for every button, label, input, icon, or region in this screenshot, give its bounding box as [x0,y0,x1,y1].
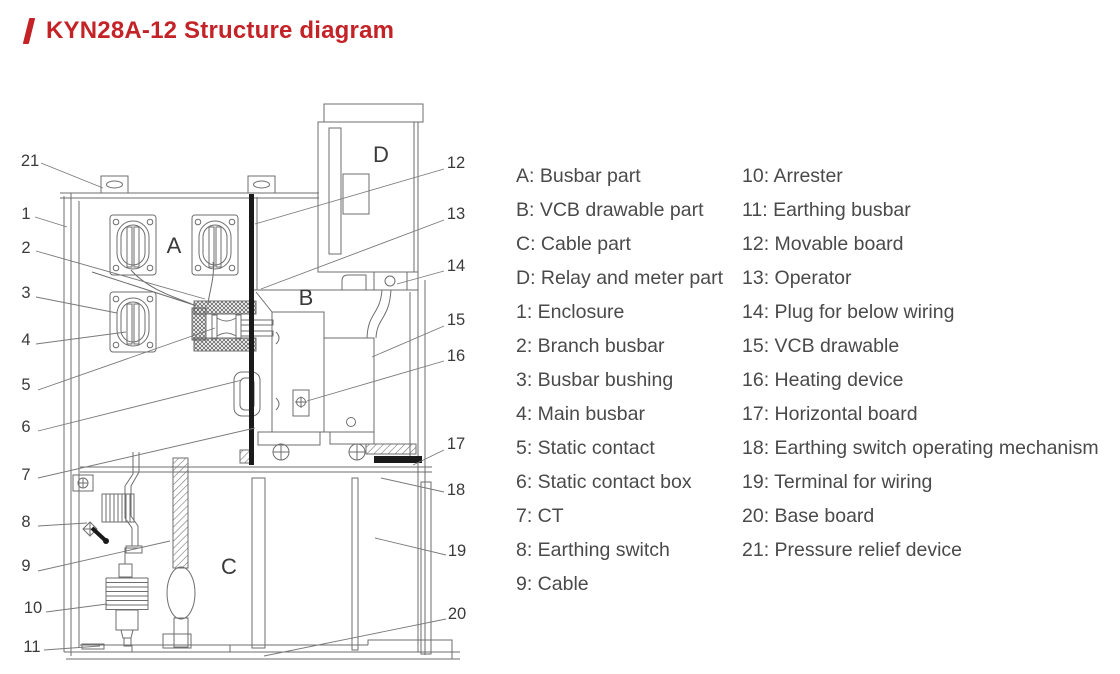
legend-item: 11: Earthing busbar [742,199,911,221]
legend-item: 4: Main busbar [516,403,645,425]
legend-item: 15: VCB drawable [742,335,900,357]
legend-item: 1: Enclosure [516,301,625,323]
callout-16: 16 [446,347,466,365]
callout-6: 6 [21,418,31,436]
legend-item: 20: Base board [742,505,875,527]
callout-13: 13 [446,205,466,223]
callout-4: 4 [21,331,31,349]
callout-9: 9 [21,557,31,575]
legend-column-1 [516,159,723,601]
callout-12: 12 [446,154,466,172]
callout-21: 21 [20,152,40,170]
busbar-compartment [92,197,257,352]
legend-item: 7: CT [516,505,564,527]
legend-item: 14: Plug for below wiring [742,301,955,323]
earthing-switch [83,522,109,544]
enclosure-left-wall [60,193,319,656]
cable [163,458,195,648]
legend-item: 17: Horizontal board [742,403,918,425]
legend-item: 18: Earthing switch operating mechanism [742,437,1099,459]
legend-item: 16: Heating device [742,369,904,391]
callout-8: 8 [21,513,31,531]
compartment-label-d: D [373,142,389,167]
callout-2: 2 [21,239,31,257]
wheels [273,444,365,460]
compartment-label-c: C [221,554,237,579]
callout-1: 1 [21,205,31,223]
legend-item: D: Relay and meter part [516,267,724,289]
callout-7: 7 [21,466,31,484]
legend-item: B: VCB drawable part [516,199,704,221]
relay-meter-box [318,104,423,290]
legend-item: 6: Static contact box [516,471,692,493]
legend-item: A: Busbar part [516,165,641,187]
callout-11: 11 [23,638,41,656]
compartment-label-a: A [166,233,182,258]
callout-18: 18 [446,481,466,499]
page-title: KYN28A-12 Structure diagram [46,17,395,44]
structure-diagram [0,0,500,674]
legend-item: C: Cable part [516,233,631,255]
callout-10: 10 [23,599,43,617]
compartment-label-b: B [298,285,314,310]
legend-item: 12: Movable board [742,233,904,255]
pressure-relief-device [101,176,275,193]
callout-20: 20 [447,605,467,623]
callout-17: 17 [446,435,466,453]
right-wall [410,272,431,655]
base-board [64,640,460,659]
legend-item: 2: Branch busbar [516,335,665,357]
legend-item: 10: Arrester [742,165,843,187]
legend-item: 19: Terminal for wiring [742,471,933,493]
legend-item: 5: Static contact [516,437,655,459]
vcb-drawable-unit [234,290,418,445]
callout-3: 3 [21,284,31,302]
leader-lines [35,163,446,656]
legend-item: 21: Pressure relief device [742,539,963,561]
legend-item: 9: Cable [516,573,589,595]
callout-15: 15 [446,311,466,329]
callout-5: 5 [21,376,31,394]
arrester [106,548,148,646]
heating-device [293,390,309,416]
legend-column-2 [742,159,1099,567]
legend-item: 8: Earthing switch [516,539,670,561]
static-contact-box [192,301,273,351]
callout-14: 14 [446,257,466,275]
callout-19: 19 [447,542,467,560]
plug-for-below-wiring [367,272,407,338]
legend-item: 3: Busbar bushing [516,369,674,391]
legend-item: 13: Operator [742,267,852,289]
movable-board [249,194,422,465]
